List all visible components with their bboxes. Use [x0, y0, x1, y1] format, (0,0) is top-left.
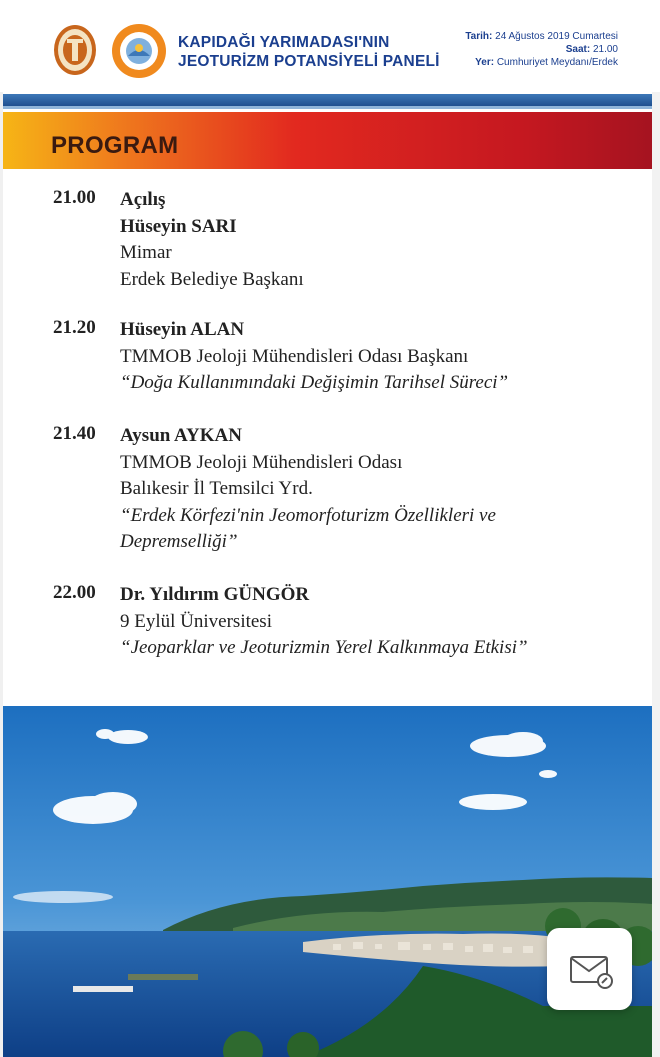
speaker-name: Dr. Yıldırım GÜNGÖR — [120, 584, 310, 605]
header-divider — [3, 94, 652, 106]
talk-title-cont: Depremselliği” — [120, 531, 238, 552]
speaker-role: Balıkesir İl Temsilci Yrd. — [120, 478, 313, 499]
speaker-name: Hüseyin ALAN — [120, 319, 245, 340]
mail-attachment-icon — [547, 928, 632, 1010]
chamber-logo — [52, 23, 98, 77]
entry-time: 21.20 — [53, 317, 96, 338]
panel-title-line1: KAPIDAĞI YARIMADASI'NIN — [178, 34, 390, 51]
program-banner — [3, 112, 652, 169]
speaker-affiliation: Erdek Belediye Başkanı — [120, 268, 304, 290]
place-value: Cumhuriyet Meydanı/Erdek — [494, 57, 618, 68]
speaker-affiliation: TMMOB Jeoloji Mühendisleri Odası — [120, 451, 403, 473]
header-divider-light — [3, 106, 652, 109]
talk-title: “Doğa Kullanımındaki Değişimin Tarihsel Süreci” — [120, 372, 509, 393]
date-value: 24 Ağustos 2019 Cumartesi — [492, 31, 618, 42]
talk-title: “Erdek Körfezi'nin Jeomorfoturizm Özellikleri ve — [120, 504, 496, 526]
entry-time: 22.00 — [53, 582, 96, 603]
entry-time: 21.00 — [53, 187, 96, 208]
right-edge — [652, 0, 660, 1057]
time-value: 21.00 — [590, 44, 618, 55]
event-date — [465, 30, 618, 43]
speaker-name: Aysun AYKAN — [120, 425, 242, 446]
speaker-name: Hüseyin SARI — [120, 215, 237, 237]
speaker-role: Mimar — [120, 242, 172, 263]
poster-header — [0, 0, 660, 92]
date-label: Tarih: — [465, 31, 493, 42]
mail-attachment-button[interactable] — [547, 928, 632, 1010]
panel-title — [178, 33, 440, 71]
speaker-affiliation: TMMOB Jeoloji Mühendisleri Odası Başkanı — [120, 345, 469, 367]
geopark-logo — [110, 22, 168, 80]
panel-title-line2: JEOTURİZM POTANSİYELİ PANELİ — [178, 53, 440, 70]
program-heading: PROGRAM — [51, 132, 179, 159]
event-place — [465, 56, 618, 69]
talk-title: “Jeoparklar ve Jeoturizmin Yerel Kalkınmaya Etkisi” — [120, 637, 528, 658]
speaker-affiliation: 9 Eylül Üniversitesi — [120, 610, 272, 632]
time-label: Saat: — [565, 44, 591, 55]
place-label: Yer: — [475, 57, 495, 68]
entry-title: Açılış — [120, 189, 166, 210]
event-meta — [465, 30, 618, 69]
event-time — [465, 43, 618, 56]
entry-time: 21.40 — [53, 423, 96, 444]
